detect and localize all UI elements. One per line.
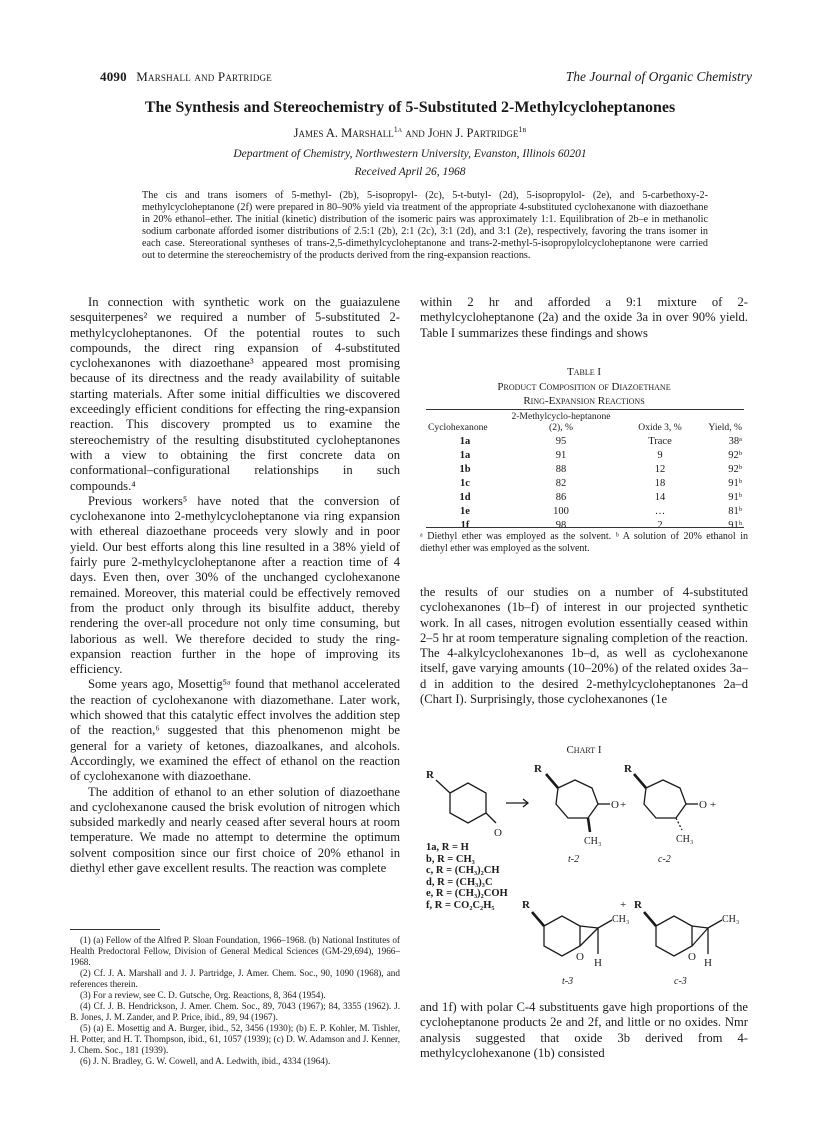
label-r: R — [624, 763, 632, 775]
table-cell: 38ᵃ — [728, 435, 742, 447]
wedge-bond — [588, 818, 590, 832]
footnote: (2) Cf. J. A. Marshall and J. J. Partridge, J. Amer. Chem. Soc., 90, 1090 (1968), and references therein. — [70, 968, 400, 989]
table-cell: 86 — [555, 491, 567, 503]
paragraph: the results of our studies on a number of 4-substituted cyclohexanones (1b–f) of interest in our projected synthetic work. In all cases, nitrogen evolution essentially ceased within 2–5 hr at room temperature signaling completion of the reaction. The 4-alkylcyclohexanones 1b–d, as well as cyclohexanone itself, gave varying amounts (10–20%) of the related oxides 3a–d in addition to the desired 2-methylcycloheptanones 2a–d (Chart I). Surprisingly, those cyclohexanones (1e — [420, 585, 748, 707]
substituent-item: f, R = CO₂C₂H₅ — [426, 899, 495, 911]
paragraph: Some years ago, Mosettig⁵ᵃ found that methanol accelerated the reaction of cyclohexanone with diazomethane. Later work, which showed that this catalytic effect involves the addition step of the reaction,⁶ suggested that this phenomenon might be general for a variety of ketones, diazoalkanes, and alcohols. Accordingly, we examined the effect of ethanol on the reaction of cyclohexanone with diazoethane. — [70, 677, 400, 784]
footnote: (5) (a) E. Mosettig and A. Burger, ibid., 52, 3456 (1930); (b) E. P. Kohler, M. Tishler, H. Potter, and H. T. Thompson, ibid., 61, 1057 (1939); (c) D. W. Adamson and J. Kenner, J. Chem. Soc., 181 (1939). — [70, 1023, 400, 1055]
plus-sign: + — [620, 799, 627, 811]
label-ch3: CH₃ — [722, 914, 740, 925]
footnote-rule — [70, 929, 160, 930]
label-o: O — [611, 799, 619, 811]
table-cell: 1a — [459, 449, 471, 461]
substituent-item: d, R = (CH₃)₃C — [426, 876, 493, 888]
label-ch3: CH₃ — [612, 914, 630, 925]
oxirane-bond — [580, 926, 598, 928]
label-t3: t-3 — [562, 976, 574, 987]
table-cell: 88 — [555, 463, 567, 475]
affiliation: Department of Chemistry, Northwestern University, Evanston, Illinois 60201 — [233, 148, 587, 160]
substituent-list — [426, 842, 508, 911]
column-left — [70, 295, 400, 876]
table-cell: 14 — [654, 491, 666, 503]
substituent-item: b, R = CH₃ — [426, 853, 475, 865]
label-h: H — [704, 957, 712, 969]
footnote: (6) J. N. Bradley, G. W. Cowell, and A. Ledwith, ibid., 4334 (1964). — [80, 1056, 331, 1066]
label-o: O — [494, 827, 502, 839]
table-cell: … — [654, 505, 666, 517]
label-o: O — [699, 799, 707, 811]
table-cell: 1a — [459, 435, 471, 447]
label-t2: t-2 — [568, 854, 580, 865]
label-ch3: CH₃ — [676, 834, 694, 845]
table-cell: 91 — [555, 449, 567, 461]
table-cell: 91ᵇ — [728, 519, 742, 531]
table-cell: Trace — [648, 435, 672, 447]
table-cell: 81ᵇ — [728, 505, 742, 517]
column-right-middle — [420, 585, 748, 707]
label-r: R — [522, 899, 530, 911]
table-row — [426, 518, 744, 532]
cyclohexanone-ring — [450, 783, 486, 823]
author-2: John J. Partridge — [427, 126, 519, 141]
table-bottom-rule — [426, 527, 744, 528]
table-header: Oxide 3, % — [638, 422, 682, 433]
label-h: H — [594, 957, 602, 969]
plus-sign: + — [620, 899, 627, 911]
author-line — [60, 125, 760, 141]
paragraph: In connection with synthetic work on the guaiazulene sesquiterpenes² we required a number of 5-substituted 2-methylcycloheptanones. Of the potential routes to such compounds, the direct ring expansion of 4-substituted cyclohexanones with diazoethane³ appeared most promising because of its directness and the ready availability of suitable starting materials. After some initial difficulties we discovered exceedingly efficient conditions for effecting the ring-expansion reaction. This discovery prompted us to examine the stereochemistry of the resulting disubstituted cycloheptanones with a view to obtaining the first concrete data on conformational–configurational relationships in such compounds.⁴ — [70, 295, 400, 493]
table-caption-line-1: Product Composition of Diazoethane — [497, 381, 671, 393]
oxirane-bond — [580, 928, 598, 946]
table-footnote: ᵃ Diethyl ether was employed as the solvent. ᵇ A solution of 20% ethanol in diethyl ether was employed as the solvent. — [420, 531, 748, 554]
wedge-bond — [546, 774, 558, 788]
cycloheptanone-t2-ring — [556, 780, 598, 818]
table-row — [426, 504, 744, 518]
table-cell: 9 — [657, 449, 663, 461]
dashed-bond — [676, 818, 682, 830]
table-cell: 92ᵇ — [728, 449, 742, 461]
author-1-note: 1a — [393, 125, 403, 134]
label-ch3: CH₃ — [584, 836, 602, 847]
author-separator: and — [402, 126, 428, 141]
carbonyl-bond — [486, 813, 496, 823]
r-bond — [436, 780, 450, 793]
author-2-note: 1b — [518, 125, 527, 134]
paragraph: The addition of ethanol to an ether solution of diazoethane and cyclohexanone caused the brisk evolution of nitrogen which subsided markedly and nearly ceased after several hours at room temperature. We made no attempt to determine the optimum solvent composition since our first choice of 20% ethanol in diethyl ether gave excellent results. The reaction was complete — [70, 784, 400, 875]
table-cell: 1b — [459, 463, 471, 475]
article-title: The Synthesis and Stereochemistry of 5-Substituted 2-Methylcycloheptanones — [144, 99, 676, 116]
table-cell: 82 — [555, 477, 567, 489]
table-header: Yield, % — [708, 422, 742, 433]
author-1: James A. Marshall — [293, 126, 394, 141]
table-cell: 1f — [460, 519, 470, 531]
paragraph: Previous workers⁵ have noted that the conversion of cyclohexanone into 2-methylcycloheptanone via ring expansion with ethereal diazoethane proceeds very slowly and in poor yield. Our best efforts along this line resulted in a 38% yield of fairly pure 2-methylcycloheptanone after a reaction time of 4 days. Even then, over 30% of the unchanged cyclohexanone remained. Moreover, this material could be effectively removed from the product only through its bisulfite adduct, thereby rendering the over-all procedure not only time consuming, but laborious as well. We therefore decided to study the ring-expansion reaction further in the hope of improving its efficiency. — [70, 493, 400, 677]
footnote: (4) Cf. J. B. Hendrickson, J. Amer. Chem. Soc., 89, 7043 (1967); 84, 3355 (1962). J. B. Jones, J. M. Zander, and P. Price, ibid., 89, 94 (1967). — [70, 1001, 400, 1022]
table-row — [426, 476, 744, 490]
label-c2: c-2 — [658, 854, 671, 865]
paragraph: and 1f) with polar C-4 substituents gave high proportions of the cycloheptanone products 2e and 2f, and little or no oxides. Nmr analysis suggested that oxide 3b derived from 4-methylcyclohexanone (1b) consisted — [420, 1000, 748, 1060]
table-row — [426, 434, 744, 448]
table-cell: 1e — [460, 505, 470, 517]
table-cell: 100 — [553, 505, 569, 517]
oxide-c3-ring — [656, 916, 692, 956]
table-header: 2-Methylcyclo-heptanone (2), % — [511, 411, 611, 433]
abstract: The cis and trans isomers of 5-methyl- (2b), 5-isopropyl- (2c), 5-t-butyl- (2d), 5-isopropylol- (2e), and 5-carbethoxy-2-methylcycloheptanone (2f) were prepared in 80–90% yield via treatment of the appropriate 4-substituted cyclohexanone with diazoethane in 20% ethanol–ether. The initial (kinetic) distribution of the isomeric pairs was approximately 1:1. Equilibration of 2b–e in methanolic sodium carbonate afforded isomer distributions of 2.5:1 (2b), 2:1 (2c), 3:1 (2d), and 3:1 (2e), respectively, favoring the trans isomer in each case. Stereorational syntheses of trans-2,5-dimethylcycloheptanone and trans-2-methyl-5-isopropylolcycloheptanone were carried out to determine the stereochemistry of the products derived from the ring-expansion reactions. — [142, 190, 708, 261]
plus-sign: + — [710, 799, 717, 811]
wedge-bond — [644, 912, 656, 926]
table-cell: 91ᵇ — [728, 477, 742, 489]
received-date: Received April 26, 1968 — [354, 166, 466, 178]
table-label: Table I — [566, 366, 602, 378]
substituent-item: c, R = (CH₃)₂CH — [426, 865, 500, 876]
running-authors: Marshall and Partridge — [136, 69, 272, 84]
footnotes — [70, 935, 400, 1067]
table-caption-line-2: Ring-Expansion Reactions — [523, 395, 645, 407]
table-cell: 92ᵇ — [728, 463, 742, 475]
footnote: (1) (a) Fellow of the Alfred P. Sloan Foundation, 1966–1968. (b) National Institutes of Health Predoctoral Fellow, Division of General Medical Sciences (GM-29,694), 1966–1968. — [70, 935, 400, 967]
table-cell: 18 — [654, 477, 666, 489]
oxirane-bond — [692, 926, 708, 928]
table-row — [426, 462, 744, 476]
table-header: Cyclohexanone — [428, 422, 488, 433]
substituent-item: 1a, R = H — [426, 842, 469, 853]
label-r: R — [634, 899, 642, 911]
paragraph: within 2 hr and afforded a 9:1 mixture of 2-methylcycloheptanone (2a) and the oxide 3a in over 90% yield. Table I summarizes these findings and shows — [420, 295, 748, 340]
table-product-composition — [426, 410, 744, 532]
table-cell: 12 — [654, 463, 666, 475]
page-number: 4090 — [100, 69, 127, 84]
label-c3: c-3 — [674, 976, 687, 987]
label-r: R — [426, 769, 434, 781]
wedge-bond — [532, 912, 544, 926]
journal-name: The Journal of Organic Chemistry — [565, 69, 752, 84]
substituent-item: e, R = (CH₃)₂COH — [426, 888, 508, 899]
cycloheptanone-c2-ring — [644, 780, 686, 818]
label-o: O — [576, 951, 584, 963]
methyl-bond — [598, 920, 612, 928]
oxide-t3-ring — [544, 916, 580, 956]
footnote: (3) For a review, see C. D. Gutsche, Org. Reactions, 8, 364 (1954). — [80, 990, 326, 1000]
column-right-bottom — [420, 1000, 748, 1061]
table-cell: 2 — [657, 519, 663, 531]
table-row — [426, 490, 744, 504]
chart-title: Chart I — [566, 744, 602, 756]
methyl-bond — [708, 920, 722, 928]
column-right-top — [420, 295, 748, 341]
table-cell: 91ᵇ — [728, 491, 742, 503]
table-cell: 98 — [555, 519, 567, 531]
wedge-bond — [634, 774, 646, 788]
label-o: O — [688, 951, 696, 963]
table-row — [426, 448, 744, 462]
oxirane-bond — [692, 928, 708, 946]
running-header-left — [100, 69, 272, 85]
table-cell: 1d — [459, 491, 471, 503]
table-cell: 95 — [555, 435, 567, 447]
label-r: R — [534, 763, 542, 775]
table-cell: 1c — [460, 477, 470, 489]
